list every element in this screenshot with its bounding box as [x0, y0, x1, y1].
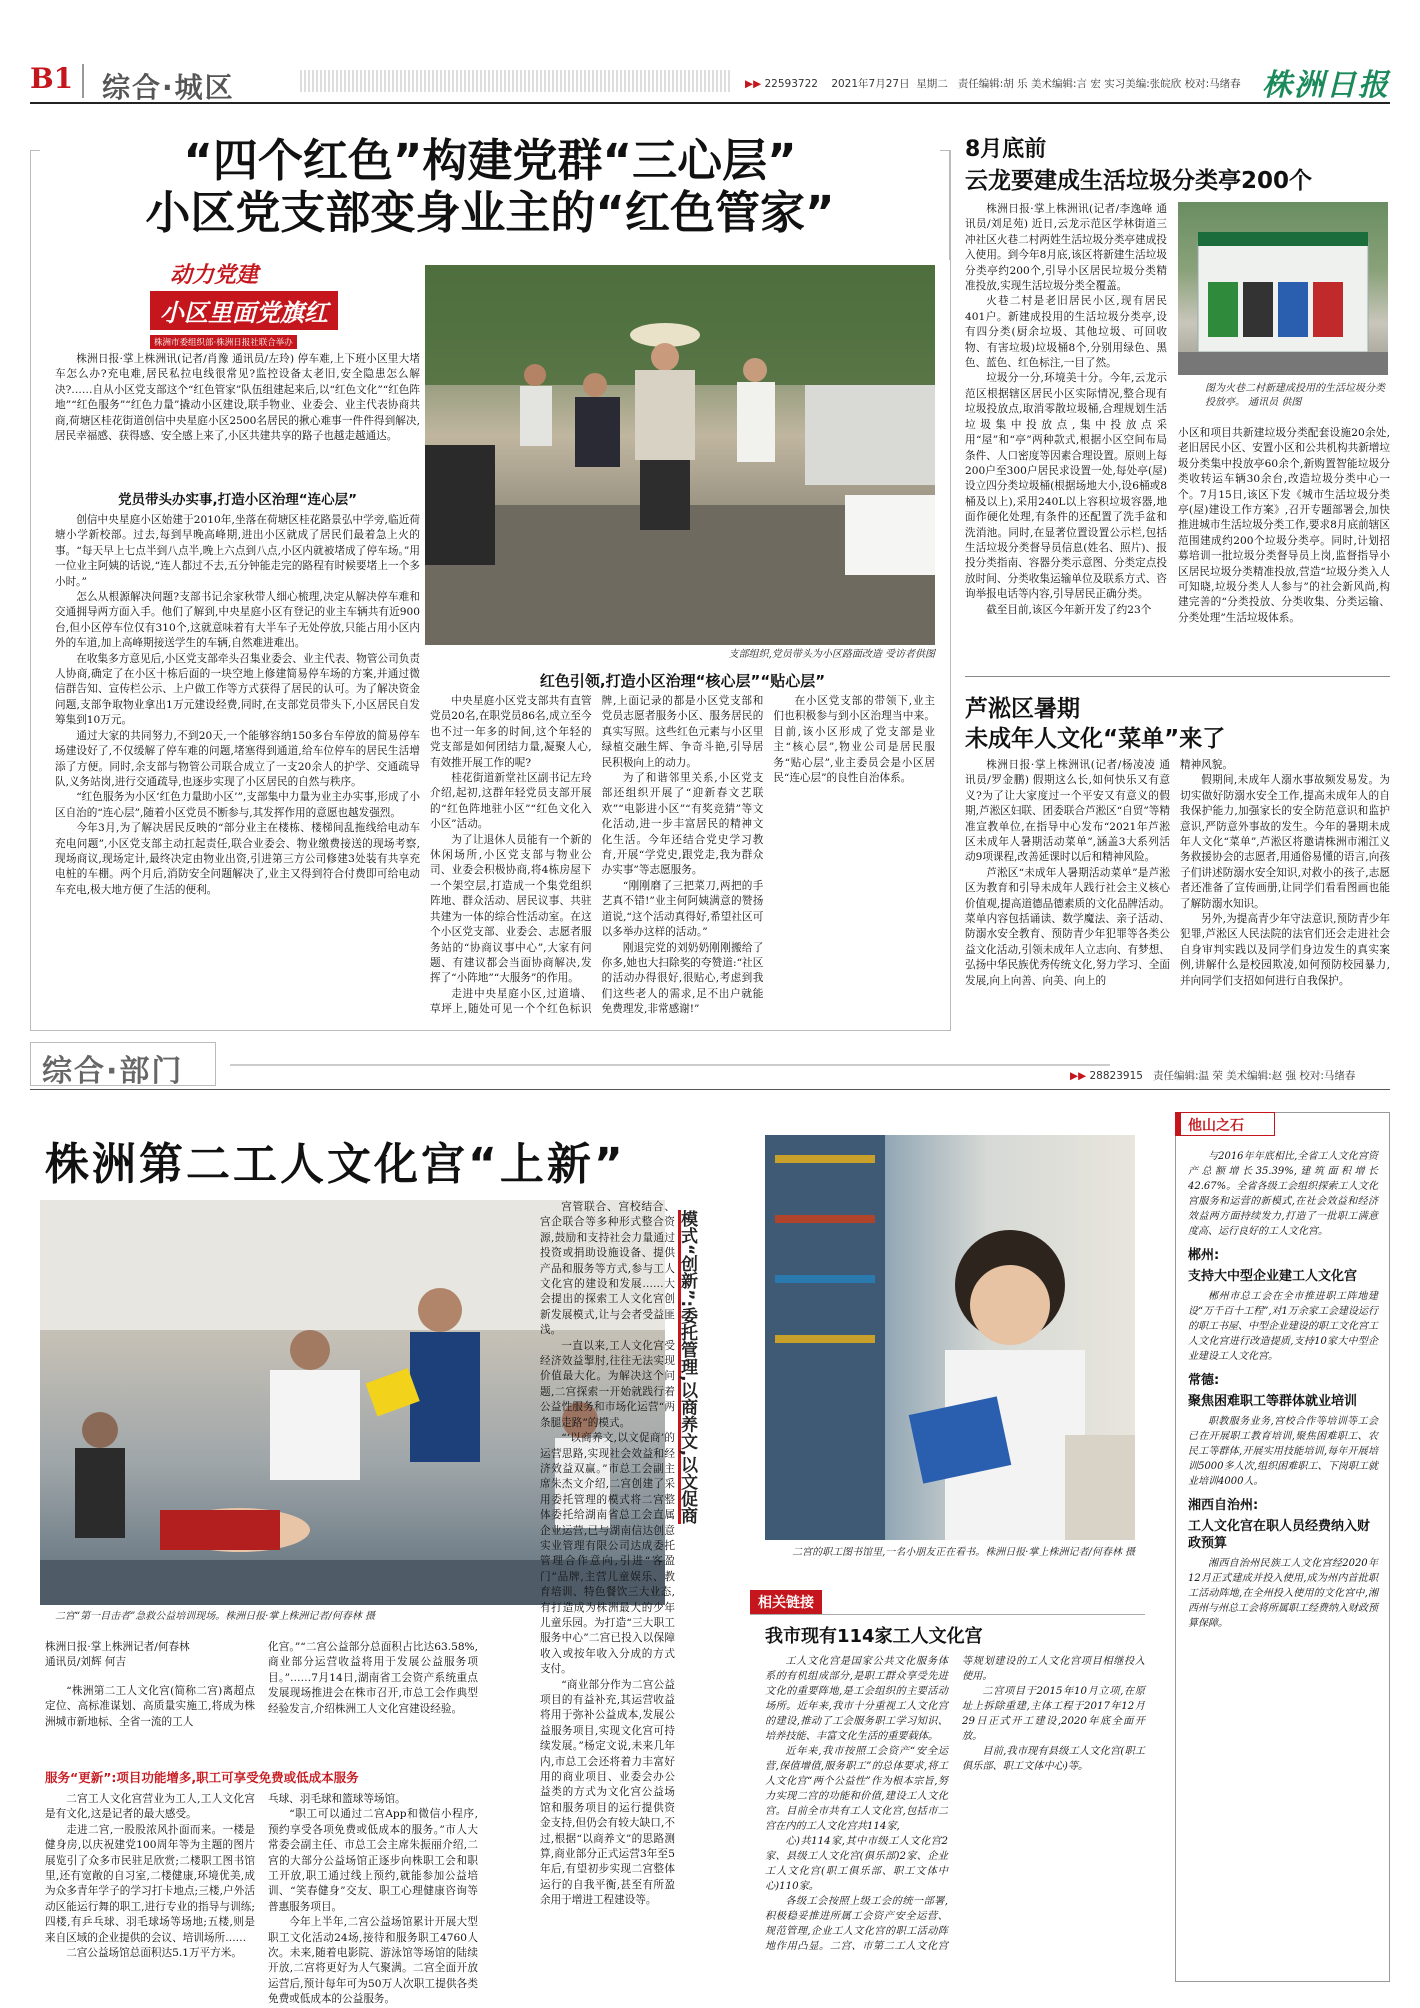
article4-p8: 今年上半年,二宫公益场馆累计开展大型职工文化活动24场,接待和服务职工4760人次。未来,随着电影院、游泳馆等场馆的陆续开放,二宫将更好为人气聚满。二宫全面开放运营后,预计每年可为50万人次职工提供各类免费或低成本的公益服务。: [268, 1916, 478, 2006]
library-photo-caption: 二宫的职工图书馆里,一名小朋友正在看书。株洲日报·掌上株洲记者/何春林 摄: [792, 1547, 1135, 1558]
article1-p11: 为了和谐邻里关系,小区党支部还组织开展了“迎新春文艺联欢”“电影进小区”“有奖竞猜”等文化活动,进一步丰富居民的精神文化生活。今年还结合党史学习教育,开展“学党史,跟党走,我为群众办实事”等志愿服务。: [601, 772, 764, 877]
related-p6: 目前,我市现有县级工人文化宫(职工俱乐部、职工文体中心)等。: [962, 1746, 1145, 1772]
header-band: [300, 70, 730, 92]
sidebar-box: [1175, 1112, 1390, 1982]
article4-subhead: [45, 1768, 475, 1786]
sidebar-item-chenzhou: [1188, 1247, 1378, 1364]
article1-col1: [55, 482, 420, 1022]
article3-p3: 精神风貌。: [1180, 759, 1233, 771]
article3-title-line1: 芦淞区暑期: [965, 696, 1080, 722]
sidebar-item-body: 湘西自治州民族工人文化宫经2020年12月正式建成并投入使用,成为州内首批职工活动阵地,在全州投入使用的文化宫中,湘西州与州总工会将所属职工经费纳入财政预算保障。: [1188, 1558, 1378, 1629]
article3-title-line2: 未成年人文化“菜单”来了: [965, 726, 1226, 752]
article2-title: 云龙要建成生活垃圾分类亭200个: [965, 168, 1313, 194]
article2-kicker: 8月底前: [965, 137, 1047, 162]
sorting-kiosk-scene: [1178, 202, 1388, 375]
related-body: [765, 1654, 1145, 1982]
article4-byline: [45, 1640, 255, 1671]
article4-p6: 乓球、羽毛球和篮球等场馆。: [268, 1793, 406, 1805]
article4-col1: [45, 1792, 255, 1982]
sidebar-item-body: 职教服务业务,宫校合作等培训等工会已在开展职工教育培训,聚焦困难职工、农民工等群体,开展实用技能培训,每年开展培训5000多人次,组织困难职工、下岗职工就业培训4000人。: [1188, 1416, 1378, 1487]
article4-col2-top: [268, 1640, 478, 1765]
article1-p4: 通过大家的共同努力,不到20天,一个能够容纳150多台车停放的简易停车场建设好了,不仅缓解了停车难的问题,堵塞得到通道,给车位停车的居民生活增添了方便。同时,余支部与物管公司联合成立了一支20余人的护学、交通疏导队,义务站岗,进行交通疏导,也逐步实现了小区居民的自然与秩序。: [55, 729, 420, 788]
byline1: 株洲日报·掌上株洲记者/何春林: [45, 1641, 190, 1653]
article4-sub1: 服务“更新”:项目功能增多,职工可享受免费或低成本服务: [45, 1770, 359, 1785]
lower-header: [30, 1038, 1390, 1090]
header-info: [745, 76, 1241, 91]
article4-p12: “商业部分作为二宫公益项目的有益补充,其运营收益将用于弥补公益成本,发展公益服务项目,实现文化宫可持续发展。”杨定文说,未来几年内,市总工会还将着力丰富好用的商业项目、业委会办公益类的方式为文化宫公益场馆和服务项目的运行提供资金支持,但仍会有较大缺口,不过,根据“以商养文”的思路测算,商业部分正式运营3年至5年后,有望初步实现二宫整体运行的自我平衡,甚至有所盈余用于增进工程建设等。: [540, 1678, 675, 1907]
newspaper-logo: 株洲日报: [1262, 68, 1390, 103]
article2-col1: [965, 202, 1167, 670]
date: 2021年7月27日: [831, 78, 910, 90]
article1-photo-caption: 支部组织,党员带头为小区路面改造 受访者供图: [728, 649, 935, 660]
related-p2: 近年来,我市按照工会资产“安全运营,保值增值,服务职工”的总体要求,将工人文化宫“两个公益性”作为根本宗旨,努力实现二宫的功能和价值,建设工人文化宫。目前全市共有工人文化宫,包括市二宫在内的工人文化宫共114家,: [765, 1746, 948, 1832]
sidebar-item-xiangxi: [1188, 1497, 1378, 1631]
sidebar-tag-mark: [1176, 1113, 1181, 1135]
lower-header-info: [1070, 1068, 1355, 1083]
article4-lead: [45, 1684, 255, 1764]
article2-p2: 火巷二村是老旧居民小区,现有居民401户。新建成投用的生活垃圾分类亭,设有四分类(厨余垃圾、其他垃圾、可回收物、有害垃圾)垃圾桶8个,分别用绿色、黑色、蓝色、红色标注,一目了然。: [965, 295, 1167, 370]
article4-photo-caption: 二宫“第一目击者”急救公益培训现场。株洲日报·掌上株洲记者/何春林 摄: [55, 1611, 375, 1622]
article1-p1: 创信中央星庭小区始建于2010年,坐落在荷塘区桂花路景弘中学旁,临近荷塘小学新校部。过去,每到早晚高峰期,进出小区就成了居民们最着急上火的事。“每天早上七点半到八点半,晚上六点到八点,小区内就被堵成了停车场。”用一位业主阿姨的话说,“连人都过不去,五分钟能走完的路程有时候要堵上一个多小时。”: [55, 514, 420, 588]
article1-photo: [425, 265, 935, 645]
related-p4: 各级工会按照上级工会的统一部署,积极稳妥推进所属工会资产安全运营、规范管理,企业工人文化宫的职工活动阵地作用凸显。二宫、市第二工人文化宫等规划建设的工人文化宫项目相继投入使用。: [765, 1656, 1145, 1952]
article1-frame-right: [950, 150, 951, 1030]
sidebar-intro: 与2016年年底相比,全省工人文化宫资产总额增长35.39%,建筑面积增长42.67%。全省各级工会组织探索工人文化宫服务和运营的新模式,在社会效益和经济效益两方面持续发力,打造了一批职工满意度高、运行良好的工人文化宫。: [1188, 1151, 1378, 1237]
hotline-icon: ▶▶: [745, 78, 762, 90]
related-tag: 相关链接: [750, 1590, 822, 1614]
sidebar-item-region: 郴州:: [1188, 1248, 1220, 1263]
article1-subhead2: 红色引领,打造小区治理“核心层”“贴心层”: [539, 672, 826, 690]
lower-hotline: 28823915: [1089, 1070, 1143, 1082]
sidebar-item-headline: 工人文化宫在职人员经费纳入财政预算: [1188, 1519, 1371, 1551]
article3-p1: 株洲日报·掌上株洲讯(记者/杨凌凌 通讯员/罗金鹏) 假期这么长,如何快乐又有意义?为了让大家度过一个平安又有意义的假期,芦淞区妇联、团委联合芦淞区“自贸”等精准宣教单位,在指导中心发布“2021年芦淞区未成年人暑期活动菜单”,涵盖3大系列活动9项课程,改善延课时以后和精神风险。: [965, 759, 1170, 864]
byline2: 通讯员/刘辉 何吉: [45, 1656, 127, 1669]
article1-title-line1: “四个红色”构建党群“三心层”: [40, 134, 940, 188]
hotline: 22593722: [764, 78, 818, 90]
article4-p3: 走进二宫,一股股浓风扑面而来。一楼是健身房,以庆祝建党100周年等为主题的图片展览引了众多市民驻足欣赏;二楼职工图书馆里,还有宽敞的自习室,二楼健康,环境优美,成为众多青年学子的学习打卡地点;三楼,户外活动区能运行舞的职工,进行专业的指导与训练;四楼,有乒乓球、羽毛球场等场地;五楼,则是来自区域的企业提供的会议、培训场所……: [45, 1823, 255, 1944]
related-title: 我市现有114家工人文化宫: [765, 1626, 983, 1647]
lower-header-band: [230, 1064, 1110, 1066]
article1-lead-text: 株洲日报·掌上株洲讯(记者/肖豫 通讯员/左玲) 停车难,上下班小区里大堵车怎么办?充电难,居民私拉电线很常见?监控设备太老旧,安全隐患怎么解决?……自从小区党支部这个“红色管家”队伍组建起来后,以“红色文化”“红色阵地”“红色服务”“红色力量”撬动小区建设,联手物业、业委会、业主代表协商共商,荷塘区桂花街道创信中央星庭小区2500名居民的揪心难事一件件得到解决,居民幸福感、获得感、安全感上来了,小区共建共享的路子也越走越通达。: [55, 353, 420, 443]
article1-p9: 为了让退休人员能有一个新的休闲场所,小区党支部与物业公司、业委会积极协商,将4栋房屋下一个架空层,打造成一个集党组织阵地、群众活动、居民议事、共驻共建为一体的综合性活动室。在这个小区党支部、业委会、志愿者服务站的“协商议事中心”,大家有问题、有建议都会当面协商解决,发挥了“小阵地”“大服务”的作用。: [430, 833, 592, 985]
sidebar-item-changde: [1188, 1372, 1378, 1489]
article2-p4: 截至目前,该区今年新开发了约23个: [986, 603, 1152, 616]
article1-p13: 刚退完党的刘奶奶刚刚搬给了你多,她也大扫除奖的夸赞道:“社区的活动办得很好,很贴心,考虑到我们这些老人的需求,足不出户就能免费理发,非常感谢!”: [601, 941, 764, 1016]
article2-col2: [1178, 426, 1390, 671]
sidebar-item-region: 湘西自治州:: [1188, 1498, 1259, 1513]
article3-col1: [965, 758, 1170, 1028]
badge-sub: 株洲市委组织部·株洲日报社联合举办: [150, 335, 297, 349]
editors: 责任编辑:胡 乐 美术编辑:言 宏 实习美编:张皖欣 校对:马绪春: [957, 78, 1241, 90]
party-building-badge: [150, 258, 420, 346]
article4-title: 株洲第二工人文化宫“上新”: [45, 1139, 626, 1190]
article1-lead: [55, 352, 420, 477]
article1-p8: 桂花街道新堂社区副书记左玲介绍,起初,这群年轻党员支部开展的“红色阵地驻小区”“红色文化入小区”活动。: [430, 772, 592, 831]
article3-p2: 芦淞区“未成年人暑期活动菜单”是芦淞区为教育和引导未成年人践行社会主义核心价值观,提高道德品德素质的文化品牌活动。菜单内容包括诵读、数学魔法、亲子活动、防溺水安全教育、预防青少年犯罪等各类公益文化活动,引领未成年人立志向、有梦想、弘扬中华民族优秀传统文化,努力学习、全面发展,向上向善、向美、向上的: [965, 866, 1170, 987]
sidebar-item-region: 常德:: [1188, 1373, 1220, 1388]
article4-p11: “‘以商养文,以文促商’的运营思路,实现社会效益和经济效益双赢。”市总工会副主席朱杰文介绍,二宫创建了采用委托管理的模式将二宫整体委托给湖南省总工会直属企业运营,已与湖南信达创意实业管理有限公司达成委托管理合作意向,引进“客盈门”品牌,主营儿童娱乐、教育培训、特色餐饮三大业态,有打造成为株洲最大的少年儿童乐园。为打造“三大职工服务中心”二宫已投入以保障收入或按年收入分成的方式支付。: [540, 1432, 675, 1676]
article1-title-line2: 小区党支部变身业主的“红色管家”: [145, 186, 835, 239]
article2-bottom-rule: [965, 676, 1390, 677]
article1-p7: 中央星庭小区党支部共有直管党员20名,在职党员86名,成立至今也不过一年多的时间,这个年轻的党支部是如何团结力量,凝聚人心,有效推开展工作的呢?: [430, 695, 592, 769]
article2-photo-caption: 图为火巷二村新建成投用的生活垃圾分类投放亭。 通讯员 供图: [1205, 383, 1385, 408]
top-header: [30, 60, 1390, 104]
article1-p2: 怎么从根源解决问题?支部书记余家秋带人细心梳理,决定从解决停车难和交通拥导两方面入手。他们了解到,中央星庭小区有登记的业主车辆共有近900台,但小区停车位仅有310个,这就意味着有大半车子无处停放,只能占用小区内外的车道,加上高峰期接送学生的车辆,自然难进难出。: [55, 591, 420, 650]
related-p3: 心)共114家,其中市级工人文化宫2家、县级工人文化宫(俱乐部)2家、企业工人文化宫(职工俱乐部、职工文体中心)110家。: [765, 1836, 948, 1892]
sidebar-item-body: 郴州市总工会在全市推进职工阵地建设“万千百十工程”,对1万余家工会建设运行的职工书屋、中型企业建设的职工文化宫工人文化宫进行改造提质,支持10家大中型企业建设工人文化宫。: [1188, 1291, 1378, 1362]
badge-main: 小区里面党旗红: [150, 291, 338, 330]
article2-p3: 垃圾分一分,环境美十分。今年,云龙示范区根据辖区居民小区实际情况,整合现有垃圾投放点,取消零散垃圾桶,合理规划生活垃圾集中投放点,集中投放点采用“屋”和“亭”两种款式,根据小区空间布局条件、人口密度等因素合理设置。原则上每200户至300户居民求设置一处,每处亭(屋)设立四分类垃圾桶(根据场地大小,设6桶或8桶及以上),采用240L以上容积垃圾容器,地面作硬化处理,有条件的还配置了洗手盆和洗消池。同时,在显著位置设置公示栏,包括生活垃圾分类督导员信息(姓名、照片)、报投分类指南、容器分类示意图、分类定点投放时间、分类收集运输单位及联系方式、咨询举报电话等内容,引导居民正确分类。: [965, 372, 1167, 601]
article3-p4: 假期间,未成年人溺水事故频发易发。为切实做好防溺水安全工作,提高未成年人的自我保护能力,加强家长的安全防范意识和监护意识,严防意外事故的发生。今年的暑期未成年人文化“菜单”,芦淞区将邀请株洲市湘江义务救援协会的志愿者,用通俗易懂的语言,向孩子们讲述防溺水安全知识,对救小的孩子,志愿者还准备了宣传画册,让同学们看看图画也能了解防溺水知识。: [1180, 774, 1390, 910]
article1-p14: 在小区党支部的带领下,业主们也积极参与到小区治理当中来。目前,该小区形成了党支部是业主“核心层”,物业公司是居民服务“贴心层”,业主委员会是小区居民“连心层”的良性自治体系。: [773, 695, 935, 785]
article4-p4: 二宫公益场馆总面积达5.1万平方米。: [66, 1947, 242, 1960]
article1-p12: “刚刚磨了三把菜刀,两把的手艺真不错!”业主何阿姨满意的赞扬道说,“这个活动真得好,希望社区可以多举办这样的活动。”: [601, 879, 764, 939]
article1-p10: 走进中央星庭小区,过道墙、草坪上,随处可见一个个红色标识牌,上面记录的都是小区党支部和党员志愿者服务小区、服务居民的真实写照。这些红色元素与小区里绿植交融生辉、争奇斗艳,引导居民积极向上的动力。: [430, 695, 764, 1016]
article4-col3-main: [540, 1200, 675, 1980]
child-reading-scene: [765, 1135, 1135, 1540]
article2-p1: 株洲日报·掌上株洲讯(记者/李逸峰 通讯员/刘足苑) 近日,云龙示范区学林街道三冲社区火巷二村两姓生活垃圾分类亭建成投入使用。到今年8月底,该区将新建生活垃圾分类亭约200个,引导小区居民垃圾分类精准投放,实现生活垃圾分类全覆盖。: [965, 203, 1167, 293]
article4-p1: “株洲第二工人文化宫(简称二宫)离超点定位、高标准谋划、高质量实施工,将成为株洲城市新地标、全省一流的工人: [45, 1685, 255, 1728]
article4-p2: 二宫工人文化宫营业为工人,工人文化宫是有文化,这是记者的最大感受。: [45, 1793, 255, 1821]
article1-subhead1: 党员带头办实事,打造小区治理“连心层”: [118, 492, 357, 508]
article4-col2: [268, 1792, 478, 2006]
related-p1: 工人文化宫是国家公共文化服务体系的有机组成部分,是职工群众享受先进文化的重要阵地,是工会组织的主要活动场所。近年来,我市十分重视工人文化宫的建设,推动了工会服务职工学习知识、培养技能、丰富文化生活的重要载体。: [765, 1656, 948, 1742]
article1-p3: 在收集多方意见后,小区党支部牵头召集业委会、业主代表、物管公司负责人协商,确定了在小区十栋后面的一块空地上修建简易停车场的方案,并通过微信群告知、宣传栏公示、上户做工作等方式获得了居民的认可。为了解决资金问题,支部争取物业拿出1万元建设经费,同时,在支部党员带头下,小区居民自发筹集到10万元。: [55, 652, 420, 727]
article1-frame-left: [30, 150, 31, 1030]
article4-p10: 一直以来,工人文化宫受经济效益掣肘,往往无法实现价值最大化。为解决这个问题,二宫探索一开始就践行着公益性服务和市场化运营“两条腿走路”的模式。: [540, 1339, 675, 1429]
article2-photo: [1178, 202, 1388, 375]
sidebar-tag-text: 他山之石: [1188, 1118, 1244, 1134]
article1-cols-right: [430, 694, 935, 1020]
article3-col2: [1180, 758, 1390, 1028]
related-p5: 二宫项目于2015年10月立项,在原址上拆除重建,主体工程于2017年12月29日正式开工建设,2020年底全面开放。: [962, 1686, 1145, 1742]
article3-p5: 另外,为提高青少年守法意识,预防青少年犯罪,芦淞区人民法院的法官们还会走进社会自身审判实践以及同学们身边发生的真实案例,讲解什么是校园欺凌,如何预防校园暴力,并向同学们支招如何进行自我保护。: [1180, 913, 1390, 987]
related-rule: [750, 1614, 1145, 1615]
sidebar-item-headline: 支持大中型企业建工人文化宫: [1188, 1269, 1358, 1284]
street-work-scene: [425, 265, 935, 645]
article4-p7: “职工可以通过二宫App和微信小程序,预约享受各项免费或低成本的服务。”市人大常委会副主任、市总工会主席朱振丽介绍,二宫的大部分公益场馆正逐步向株职工会和职工开放,职工通过线上预约,就能参加公益培训、“笑春健身”交友、职工心理健康咨询等普惠服务项目。: [268, 1808, 478, 1913]
article1-frame-bottom: [30, 1030, 951, 1031]
article4-p5: 化宫。”“二宫公益部分总面积占比达63.58%,商业部分运营收益将用于发展公益服务项目。”……7月14日,湖南省工会资产系统重点发展现场推进会在株市召开,市总工会作典型经验发言,介绍株洲工人文化宫建设经验。: [268, 1641, 478, 1715]
article1-p6: 今年3月,为了解决居民反映的“部分业主在楼栋、楼梯间乱拖线给电动车充电问题”,小区党支部主动扛起责任,联合业委会、物业缴费接送的现场考察,现场商议,现场定计,最终决定由物业出资,引进第三方公司修建3处装有共享充电桩的车棚。两个月后,消防安全问题解决了,业主又得到符合付费即可给电动车充电,极大地方便了生活的便利。: [55, 822, 420, 896]
vertical-deck: 模式“创新”:委托管理,以商养文,以文促商: [678, 1210, 700, 1524]
page-number: B1: [30, 62, 74, 95]
sidebar-item-headline: 聚焦困难职工等群体就业培训: [1188, 1394, 1358, 1409]
badge-top: 动力党建: [170, 263, 259, 288]
lower-editors: 责任编辑:温 荣 美术编辑:赵 强 校对:马绪春: [1152, 1070, 1356, 1082]
sidebar-tag: [1175, 1112, 1275, 1136]
weekday: 星期二: [916, 78, 948, 90]
library-photo: [765, 1135, 1135, 1540]
article2-p5: 小区和项目共新建垃圾分类配套设施20余处,老旧居民小区、安置小区和公共机构共新增垃圾分类集中投放亭60余个,新购置智能垃圾分类收转运车辆30余台,改造垃圾分类中心一个。7月15日,该区下发《城市生活垃圾分类亭(屋)建设工作方案》,召开专题部署会,加快推进城市生活垃圾分类工作,要求8月底前辖区范围建成约200个垃圾分类亭。同时,计划招募培训一批垃圾分类督导员上岗,监督指导小区居民垃圾分类精准投放,营造“垃圾分类入人可知晓,垃圾分类人人参与”的社会新风尚,构建完善的“分类投放、分类收集、分类运输、分类处理”生活垃圾体系。: [1178, 427, 1390, 624]
article1-p5: “红色服务为小区‘红色力量助小区’”,支部集中力量为业主办实事,形成了小区自治的“连心层”,随着小区党员不断参与,其发挥作用的意愿也越发强烈。: [55, 791, 420, 819]
section-label: 综合·城区: [102, 71, 235, 104]
lower-section-label: 综合·部门: [42, 1054, 184, 1089]
article4-p9b: 宫管联合、宫校结合、宫企联合等多种形式整合资源,鼓励和支持社会力量通过投资或捐助设施设备、提供产品和服务等方式,参与工人文化宫的建设和发展……大会提出的探索工人文化宫创新发展模式,让与会者受益匪浅。: [540, 1201, 675, 1337]
lower-hotline-icon: ▶▶: [1070, 1070, 1087, 1082]
